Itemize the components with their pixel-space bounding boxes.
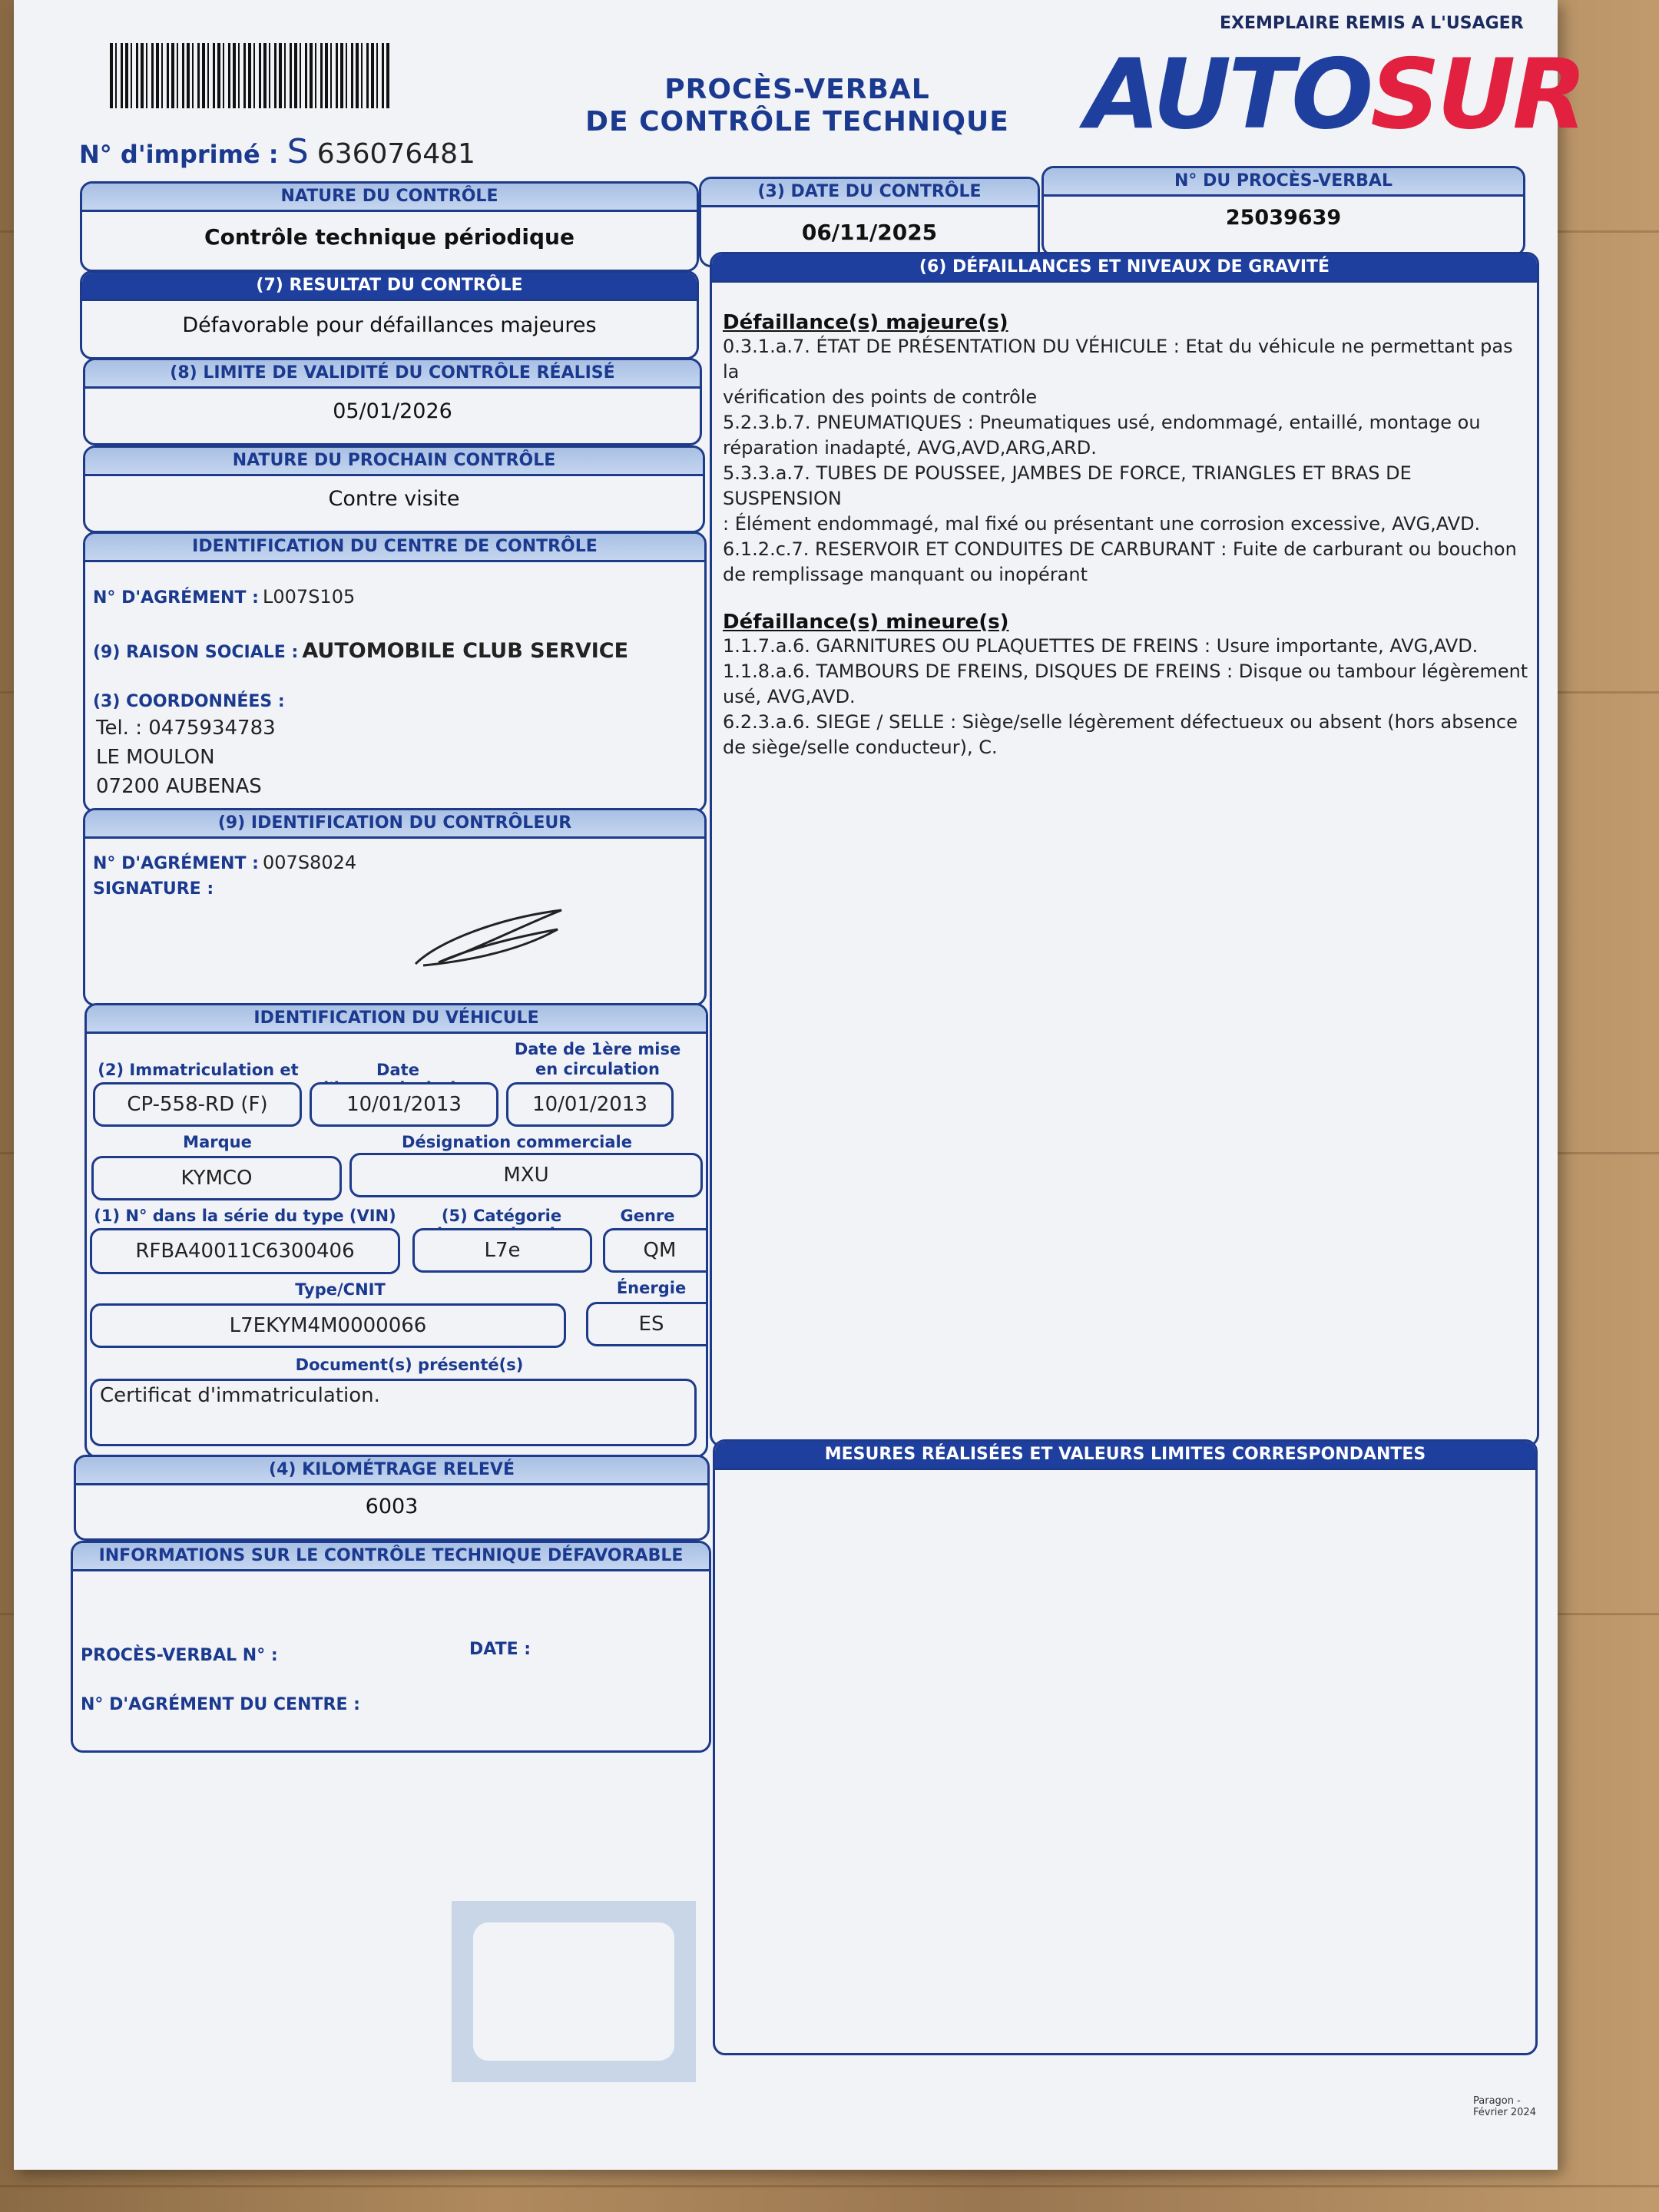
documents-field: Certificat d'immatriculation. (90, 1379, 697, 1446)
limite-header: (8) LIMITE DE VALIDITÉ DU CONTRÔLE RÉALISÉ (85, 360, 700, 389)
prochain-header: NATURE DU PROCHAIN CONTRÔLE (85, 448, 703, 476)
nature-box (80, 181, 699, 272)
centre-address1: LE MOULON (96, 746, 215, 769)
exemplaire-label: EXEMPLAIRE REMIS A L'USAGER (1220, 14, 1524, 33)
limite-box (83, 358, 702, 445)
controleur-agrement-value: 007S8024 (263, 852, 357, 873)
prochain-value: Contre visite (328, 487, 460, 511)
pv-number-header: N° DU PROCÈS-VERBAL (1044, 168, 1523, 197)
mineure-line: 1.1.8.a.6. TAMBOURS DE FREINS, DISQUES DE FREINS : Disque ou tambour légèrement (723, 661, 1528, 682)
categorie-label: (5) Catégorie (441, 1207, 562, 1225)
centre-raison (93, 638, 628, 664)
title-line2: DE CONTRÔLE TECHNIQUE (585, 106, 1009, 137)
majeure-line: vérification des points de contrôle (723, 386, 1038, 408)
controleur-box (83, 808, 707, 1006)
centre-agrement (93, 584, 355, 610)
genre-field: QM (603, 1228, 708, 1273)
immat-label: (2) Immatriculation et (98, 1061, 299, 1079)
nature-header: NATURE DU CONTRÔLE (82, 184, 697, 212)
controleur-agrement (93, 850, 356, 876)
type-label: Type/CNIT (295, 1280, 386, 1299)
documents-label: Document(s) présenté(s) (295, 1356, 524, 1374)
date-header: (3) DATE DU CONTRÔLE (701, 179, 1038, 207)
logo-auto: AUTO (1085, 38, 1371, 151)
mineures-title: Défaillance(s) mineure(s) (723, 611, 1009, 634)
defavorable-agrement-label: N° D'AGRÉMENT DU CENTRE : (81, 1695, 360, 1714)
kilometrage-value: 6003 (365, 1495, 419, 1518)
majeure-line: de remplissage manquant ou inopérant (723, 564, 1088, 585)
barcode (110, 43, 390, 108)
designation-label: Désignation commerciale (402, 1133, 632, 1151)
premiere-field: 10/01/2013 (506, 1082, 674, 1127)
controleur-agrement-label: N° D'AGRÉMENT : (93, 854, 259, 873)
majeure-line: réparation inadapté, AVG,AVD,ARG,ARD. (723, 437, 1097, 459)
majeures-list (723, 334, 1529, 588)
limite-value: 05/01/2026 (333, 399, 452, 423)
genre-label: Genre (620, 1207, 675, 1225)
mineure-line: usé, AVG,AVD. (723, 686, 856, 707)
prochain-box (83, 445, 705, 533)
vin-label: (1) N° dans la série du type (VIN) (94, 1207, 396, 1225)
mineures-list (723, 634, 1529, 760)
centre-address2: 07200 AUBENAS (96, 775, 262, 798)
centre-tel: Tel. : 0475934783 (96, 717, 276, 740)
majeures-title: Défaillance(s) majeure(s) (723, 311, 1008, 334)
majeure-line: : Élément endommagé, mal fixé ou présentant une corrosion excessive, AVG,AVD. (723, 513, 1481, 535)
centre-raison-label: (9) RAISON SOCIALE : (93, 643, 299, 662)
defaillances-content (723, 311, 1529, 760)
categorie-field: L7e (412, 1228, 592, 1273)
premiere-label-b: en circulation (535, 1060, 660, 1078)
centre-agrement-value: L007S105 (263, 586, 356, 608)
centre-agrement-label: N° D'AGRÉMENT : (93, 588, 259, 608)
defavorable-pv-label: PROCÈS-VERBAL N° : (81, 1646, 278, 1665)
imprime-label: N° d'imprimé : (79, 140, 279, 169)
majeure-line: 0.3.1.a.7. ÉTAT DE PRÉSENTATION DU VÉHICULE : Etat du véhicule ne permettant pas la (723, 336, 1513, 382)
logo-sur: SUR (1370, 38, 1584, 151)
majeure-line: 5.2.3.b.7. PNEUMATIQUES : Pneumatiques usé, endommagé, entaillé, montage ou (723, 412, 1481, 433)
immat-field: CP-558-RD (F) (93, 1082, 302, 1127)
majeure-line: 5.3.3.a.7. TUBES DE POUSSEE, JAMBES DE FORCE, TRIANGLES ET BRAS DE SUSPENSION (723, 462, 1412, 509)
signature-label: SIGNATURE : (93, 879, 214, 899)
resultat-box (80, 270, 699, 359)
stamp-area (452, 1901, 696, 2082)
document-title (582, 74, 1012, 138)
date-value: 06/11/2025 (801, 220, 938, 245)
centre-raison-value: AUTOMOBILE CLUB SERVICE (302, 639, 629, 663)
mineure-line: de siège/selle conducteur), C. (723, 737, 998, 758)
energie-label: Énergie (616, 1279, 687, 1297)
mesures-box (713, 1439, 1538, 2055)
resultat-header: (7) RESULTAT DU CONTRÔLE (82, 273, 697, 301)
controleur-header: (9) IDENTIFICATION DU CONTRÔLEUR (85, 810, 704, 839)
centre-header: IDENTIFICATION DU CENTRE DE CONTRÔLE (85, 534, 704, 562)
footer-text: Paragon - Février 2024 (1473, 2095, 1536, 2118)
signature (408, 895, 577, 979)
kilometrage-header: (4) KILOMÉTRAGE RELEVÉ (76, 1457, 707, 1485)
date-immat-label: Date (376, 1061, 419, 1079)
premiere-label-a: Date de 1ère mise (514, 1040, 681, 1058)
vin-field: RFBA40011C6300406 (90, 1228, 400, 1274)
title-line1: PROCÈS-VERBAL (664, 74, 930, 105)
imprime-number (79, 132, 475, 171)
autosur-logo (1085, 38, 1584, 151)
stamp-window (473, 1922, 674, 2061)
defavorable-date-label: DATE : (469, 1640, 531, 1659)
majeure-line: 6.1.2.c.7. RESERVOIR ET CONDUITES DE CARBURANT : Fuite de carburant ou bouchon (723, 538, 1517, 560)
premiere-label (502, 1039, 694, 1079)
mineure-line: 6.2.3.a.6. SIEGE / SELLE : Siège/selle légèrement défectueux ou absent (hors absence (723, 711, 1518, 733)
vehicule-box (84, 1003, 708, 1458)
pv-number-box (1041, 166, 1525, 257)
imprime-value: 636076481 (316, 138, 475, 170)
defavorable-header: INFORMATIONS SUR LE CONTRÔLE TECHNIQUE DÉFAVORABLE (73, 1543, 709, 1571)
resultat-value: Défavorable pour défaillances majeures (182, 313, 597, 337)
type-field: L7EKYM4M0000066 (90, 1303, 566, 1348)
energie-field: ES (586, 1302, 708, 1346)
mineure-line: 1.1.7.a.6. GARNITURES OU PLAQUETTES DE FREINS : Usure importante, AVG,AVD. (723, 635, 1479, 657)
centre-box (83, 531, 707, 813)
centre-coord-label: (3) COORDONNÉES : (93, 692, 285, 711)
vehicule-header: IDENTIFICATION DU VÉHICULE (87, 1005, 706, 1034)
defavorable-box (71, 1541, 711, 1753)
defaillances-box (710, 252, 1539, 1447)
marque-field: KYMCO (91, 1156, 342, 1200)
defaillances-header: (6) DÉFAILLANCES ET NIVEAUX DE GRAVITÉ (712, 254, 1537, 283)
nature-value: Contrôle technique périodique (204, 224, 575, 250)
date-immat-field: 10/01/2013 (310, 1082, 498, 1127)
centre-coordinates (96, 714, 276, 801)
imprime-prefix: S (286, 132, 309, 171)
mesures-header: MESURES RÉALISÉES ET VALEURS LIMITES CORRESPONDANTES (715, 1442, 1535, 1470)
marque-label: Marque (183, 1133, 252, 1151)
pv-number-value: 25039639 (1225, 206, 1342, 230)
designation-field: MXU (349, 1153, 703, 1197)
pv-document (14, 0, 1584, 2170)
kilometrage-box (74, 1455, 710, 1541)
